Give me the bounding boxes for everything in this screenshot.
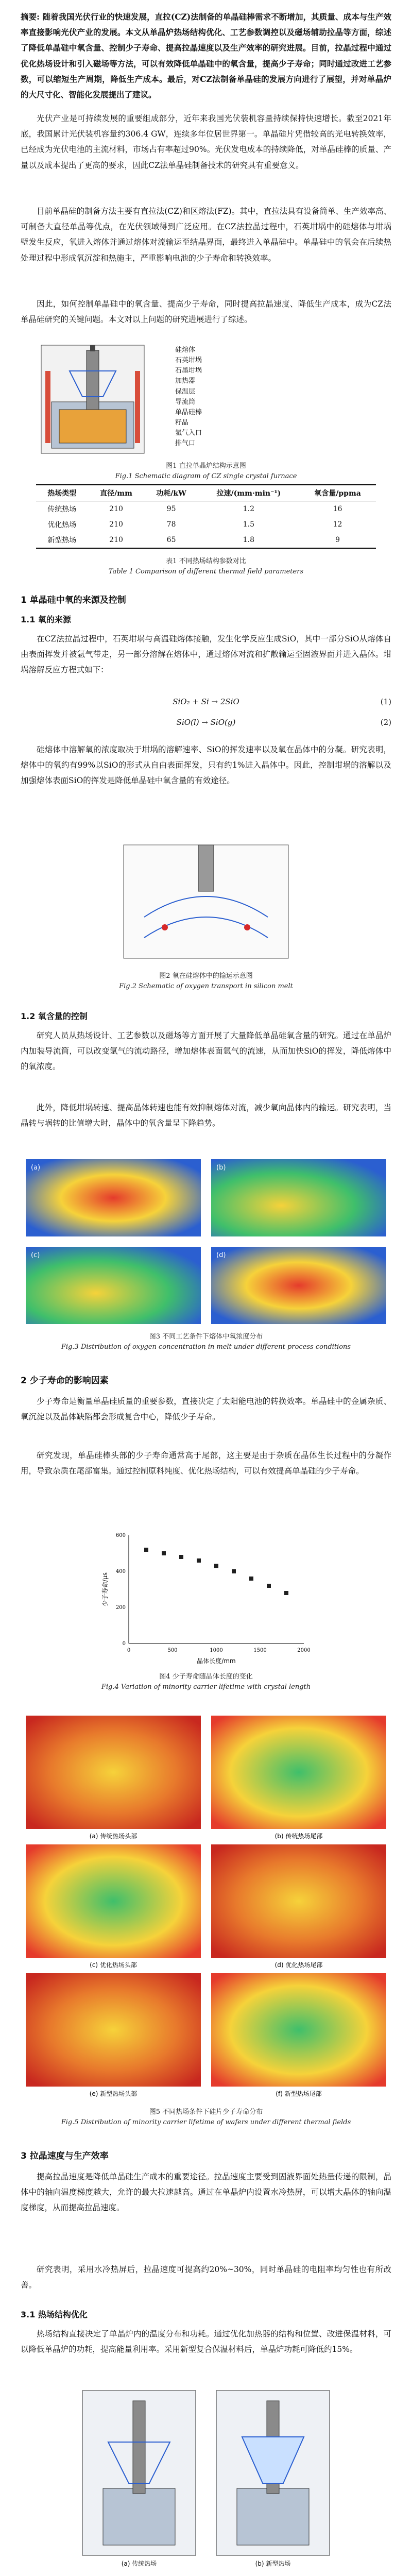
caption-cn: 图2 氧在硅熔体中的输运示意图 xyxy=(159,972,253,980)
x-axis-label: 晶体长度/mm xyxy=(197,1657,236,1665)
body-paragraph: 研究表明，采用水冷热屏后，拉晶速度可提高约20%~30%，同时单晶硅的电阻率均匀性也有所改善。 xyxy=(21,2265,391,2290)
legend-item: 石英坩埚 xyxy=(175,357,202,365)
lifetime-scatter-chart xyxy=(98,1525,314,1669)
caption-en: Fig.5 Distribution of minority carrier lifetime of wafers under different thermal fields xyxy=(61,2118,351,2126)
lifetime-map xyxy=(26,1844,201,1958)
table-header: 拉速/(mm·min⁻¹) xyxy=(216,489,281,498)
panel-label: (a) 传统热场 xyxy=(121,2560,157,2567)
table-row xyxy=(36,517,376,532)
x-tick-label: 500 xyxy=(167,1648,178,1653)
legend-item: 籽晶 xyxy=(175,418,189,427)
figure-4 xyxy=(98,1525,314,1669)
table-header: 热场类型 xyxy=(47,489,77,498)
table-cell: 新型热场 xyxy=(47,536,77,545)
legend-item: 氩气入口 xyxy=(175,429,202,437)
table-cell: 9 xyxy=(335,536,340,544)
equation-number: (2) xyxy=(380,718,391,727)
legend-item: 导流筒 xyxy=(175,398,196,406)
table-cell: 210 xyxy=(109,505,123,513)
section-heading: 2 少子寿命的影响因素 xyxy=(21,1376,109,1386)
panel-label: (b) xyxy=(216,1164,226,1172)
thermal-field-diagram xyxy=(72,2385,340,2571)
figure-1-caption xyxy=(21,461,391,481)
body-paragraph: 此外，降低坩埚转速、提高晶体转速也能有效抑制熔体对流，减少氧向晶体内的输运。研究表明，当晶转与埚转的比值增大时，晶体中的氧含量呈下降趋势。 xyxy=(21,1103,391,1128)
panel-label: (a) 传统热场头部 xyxy=(89,1833,138,1840)
data-point xyxy=(214,1564,218,1568)
panel-label: (d) xyxy=(216,1251,226,1259)
section-heading: 1 单晶硅中氧的来源及控制 xyxy=(21,595,126,605)
figure-3-caption xyxy=(21,1332,391,1352)
table-header: 氧含量/ppma xyxy=(314,489,361,498)
figure-1-legend xyxy=(175,345,381,449)
equation-2 xyxy=(21,716,391,728)
panel-label: (b) 传统热场尾部 xyxy=(274,1833,323,1840)
y-tick-label: 200 xyxy=(115,1605,126,1611)
legend-item: 排气口 xyxy=(175,439,196,448)
section-heading: 3 拉晶速度与生产效率 xyxy=(21,2151,109,2161)
lifetime-map xyxy=(211,1844,386,1958)
legend-item: 保温层 xyxy=(175,387,196,396)
subsection-heading: 1.2 氧含量的控制 xyxy=(21,1011,88,1021)
legend-item: 加热器 xyxy=(175,377,196,385)
lifetime-map xyxy=(211,1973,386,2087)
caption-cn: 图5 不同热场条件下硅片少子寿命分布 xyxy=(149,2108,263,2116)
table-cell: 1.5 xyxy=(243,520,254,529)
x-tick-label: 1000 xyxy=(210,1648,223,1653)
body-paragraph: 少子寿命是衡量单晶硅质量的重要参数，直接决定了太阳能电池的转换效率。单晶硅中的金属杂质、氧沉淀以及晶体缺陷都会形成复合中心，降低少子寿命。 xyxy=(21,1397,391,1422)
data-point xyxy=(162,1551,166,1555)
y-tick-label: 0 xyxy=(122,1641,126,1647)
y-axis-label: 少子寿命/μs xyxy=(101,1572,109,1606)
table-row xyxy=(36,501,376,517)
data-point xyxy=(232,1569,236,1573)
lifetime-map xyxy=(211,1716,386,1829)
table-cell: 95 xyxy=(166,505,176,513)
data-point xyxy=(284,1591,288,1595)
caption-en: Fig.3 Distribution of oxygen concentration in melt under different process conditions xyxy=(61,1343,351,1351)
panel-label: (d) 优化热场尾部 xyxy=(274,1961,323,1969)
equation-1 xyxy=(21,696,391,708)
table-cell: 78 xyxy=(166,520,176,529)
x-tick-label: 2000 xyxy=(297,1648,311,1653)
intro-paragraph: 因此，如何控制单晶硅中的氧含量、提高少子寿命，同时提高拉晶速度、降低生产成本，成为CZ法单晶硅研究的关键问题。本文对以上问题的研究进展进行了综述。 xyxy=(21,299,391,325)
panel-label: (a) xyxy=(31,1164,41,1172)
caption-en: Table 1 Comparison of different thermal field parameters xyxy=(108,567,304,575)
data-point xyxy=(249,1577,253,1581)
figure-3 xyxy=(21,1154,391,1329)
figure-1 xyxy=(21,340,391,459)
panel-label: (f) 新型热场尾部 xyxy=(276,2090,322,2097)
intro-paragraph: 光伏产业是可持续发展的重要组成部分，近年来我国光伏装机容量持续保持快速增长。截至2021年底，我国累计光伏装机容量约306.4 GW，连续多年位居世界第一。单晶硅片凭借较高的光电转换效率，已经成为光伏电池的主流材料，市场占有率超过90%。光伏发电成本的持续降低，对单晶硅棒的质量、产量以及成本提出了更高的要求，因此CZ法单晶硅制备技术的研究具有重要意义。 xyxy=(21,114,391,170)
equation-number: (1) xyxy=(380,697,391,706)
data-point xyxy=(197,1558,201,1563)
body-paragraph: 在CZ法拉晶过程中，石英坩埚与高温硅熔体接触，发生化学反应生成SiO，其中一部分SiO从熔体自由表面挥发并被氩气带走，另一部分溶解在熔体中，通过熔体对流和扩散输运至固液界面并进入晶体。坩埚溶解反应方程式如下： xyxy=(21,634,391,675)
body-paragraph: 研究人员从热场设计、工艺参数以及磁场等方面开展了大量降低单晶硅氧含量的研究。通过在单晶炉内加装导流筒，可以改变氩气的流动路径，增加熔体表面氩气的流速，从而加快SiO的挥发，降低熔体中的氧浓度。 xyxy=(21,1031,391,1072)
table-cell: 1.2 xyxy=(243,505,254,513)
panel-label: (c) xyxy=(31,1251,40,1259)
equation-text: SiO(l) → SiO(g) xyxy=(176,718,236,727)
table-row xyxy=(36,532,376,548)
y-tick-label: 400 xyxy=(115,1569,126,1574)
body-paragraph: 研究发现，单晶硅棒头部的少子寿命通常高于尾部，这主要是由于杂质在晶体生长过程中的分凝作用，导致杂质在尾部富集。通过控制原料纯度、优化热场结构，可以有效提高单晶硅的少子寿命。 xyxy=(21,1451,391,1476)
table-cell: 210 xyxy=(109,536,123,544)
figure-2-caption xyxy=(21,971,391,991)
table-header: 功耗/kW xyxy=(156,489,186,498)
equation-text: SiO₂ + Si → 2SiO xyxy=(173,697,239,706)
caption-cn: 图3 不同工艺条件下熔体中氧浓度分布 xyxy=(149,1333,263,1341)
table-1 xyxy=(36,484,376,549)
table-cell: 1.8 xyxy=(243,536,254,544)
heatmap-panel xyxy=(211,1247,386,1324)
caption-en: Fig.4 Variation of minority carrier lifetime with crystal length xyxy=(101,1683,311,1691)
legend-item: 石墨坩埚 xyxy=(175,367,202,375)
caption-cn: 表1 不同热场结构参数对比 xyxy=(166,557,246,565)
heatmap-panel xyxy=(211,1159,386,1236)
table-cell: 优化热场 xyxy=(47,521,77,529)
subsection-heading: 3.1 热场结构优化 xyxy=(21,2310,88,2319)
figure-5-caption xyxy=(21,2107,391,2127)
abstract: 摘要: 随着我国光伏行业的快速发展，直拉(CZ)法制备的单晶硅棒需求不断增加，其质量、成本与生产效率直接影响光伏产业的发展。本文从单晶炉热场结构优化、工艺参数调控以及磁场辅助拉晶等方面，综述了降低单晶硅中氧含量、控制少子寿命、提高拉晶速度以及生产效率的研究进展。目前，拉晶过程中通过优化热场设计和引入磁场等方法，可以有效降低单晶硅中的氧含量，提高少子寿命；同时通过改进工艺参数，可以缩短生产周期，降低生产成本。最后，对CZ法制备单晶硅的发展方向进行了展望，并对单晶炉的大尺寸化、智能化发展提出了建议。 xyxy=(21,12,391,100)
x-tick-label: 0 xyxy=(127,1648,131,1653)
heatmap-panel xyxy=(26,1247,201,1324)
caption-en: Fig.1 Schematic diagram of CZ single crystal furnace xyxy=(115,472,297,480)
table-cell: 传统热场 xyxy=(47,505,77,514)
lifetime-map-panels xyxy=(21,1710,391,2102)
subsection-heading: 1.1 氧的来源 xyxy=(21,615,71,624)
figure-2 xyxy=(113,835,299,969)
oxygen-transport-diagram xyxy=(113,835,299,969)
lifetime-map xyxy=(26,1973,201,2087)
panel-label: (e) 新型热场头部 xyxy=(89,2090,138,2097)
body-paragraph: 提高拉晶速度是降低单晶硅生产成本的重要途径。拉晶速度主要受到固液界面处热量传递的限制，晶体中的轴向温度梯度越大，允许的最大拉速越高。通过在单晶炉内设置水冷热屏，可以增大晶体的轴向温度梯度，从而提高拉晶速度。 xyxy=(21,2172,391,2213)
figure-5 xyxy=(21,1710,391,2102)
body-paragraph: 硅熔体中溶解氧的浓度取决于坩埚的溶解速率、SiO的挥发速率以及氧在晶体中的分凝。研究表明，熔体中的氧约有99%以SiO的形式从自由表面挥发，只有约1%进入晶体中。因此，控制坩埚的溶解以及加强熔体表面SiO的挥发是降低单晶硅中氧含量的有效途径。 xyxy=(21,745,391,786)
body-paragraph: 热场结构直接决定了单晶炉内的温度分布和功耗。通过优化加热器的结构和位置、改进保温材料，可以降低单晶炉的功耗，提高能量利用率。采用新型复合保温材料后，单晶炉功耗可降低约15%。 xyxy=(21,2329,391,2354)
figure-6 xyxy=(72,2385,340,2571)
table-1-caption xyxy=(21,556,391,577)
table-cell: 65 xyxy=(166,536,176,544)
data-point xyxy=(144,1548,148,1552)
panel-label: (b) 新型热场 xyxy=(255,2560,291,2567)
legend-item: 单晶硅棒 xyxy=(175,408,202,416)
legend-item: 硅熔体 xyxy=(175,346,196,354)
caption-en: Fig.2 Schematic of oxygen transport in silicon melt xyxy=(119,982,293,990)
panel-label: (c) 优化热场头部 xyxy=(90,1961,137,1969)
table-header: 直径/mm xyxy=(100,489,132,498)
table-cell: 16 xyxy=(333,505,342,513)
y-tick-label: 600 xyxy=(115,1533,126,1538)
oxygen-distribution-panels xyxy=(21,1154,391,1329)
x-tick-label: 1500 xyxy=(253,1648,267,1653)
heatmap-panel xyxy=(26,1159,201,1236)
table-cell: 12 xyxy=(333,520,342,529)
caption-cn: 图4 少子寿命随晶体长度的变化 xyxy=(159,1673,253,1681)
caption-cn: 图1 直拉单晶炉结构示意图 xyxy=(166,462,246,470)
lifetime-map xyxy=(26,1716,201,1829)
intro-paragraph: 目前单晶硅的制备方法主要有直拉法(CZ)和区熔法(FZ)。其中，直拉法具有设备简单、生产效率高、可制备大直径单晶等优点，在光伏领域得到广泛应用。在CZ法拉晶过程中，石英坩埚中的硅熔体与坩埚壁发生反应，氧进入熔体并通过熔体对流输运至结晶界面，最终进入单晶硅中。单晶硅中的氧会在后续热处理过程中形成氧沉淀和热施主，严重影响电池的少子寿命和转换效率。 xyxy=(21,207,391,263)
data-point xyxy=(179,1555,183,1559)
figure-4-caption xyxy=(21,1672,391,1692)
data-point xyxy=(267,1584,271,1588)
table-cell: 210 xyxy=(109,520,123,529)
